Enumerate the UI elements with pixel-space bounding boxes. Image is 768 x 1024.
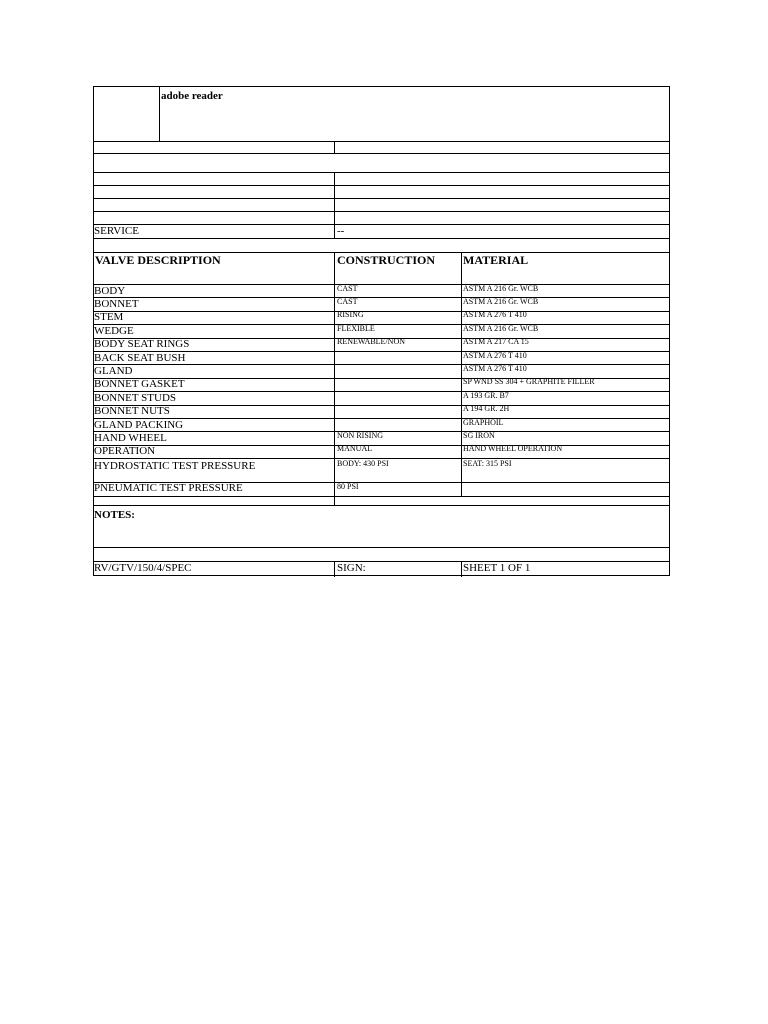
notes-label: NOTES: — [94, 509, 135, 521]
row-part: BACK SEAT BUSH — [94, 351, 186, 364]
row-part: HAND WHEEL — [94, 431, 167, 444]
row-material: ASTM A 276 T 410 — [463, 363, 527, 373]
row-part: BONNET — [94, 297, 139, 310]
row-construction: CAST — [337, 296, 358, 306]
sign-label: SIGN: — [337, 562, 366, 574]
row-part: BODY SEAT RINGS — [94, 338, 190, 351]
spec-sheet — [93, 86, 670, 576]
service-label: SERVICE — [94, 225, 139, 237]
row-part: GLAND — [94, 364, 133, 377]
row-part: BONNET STUDS — [94, 391, 177, 404]
row-part: BONNET NUTS — [94, 405, 170, 418]
column-header-description: VALVE DESCRIPTION — [95, 253, 221, 267]
row-material: ASTM A 216 Gr. WCB — [463, 323, 539, 333]
column-header-material: MATERIAL — [463, 253, 529, 267]
pneumatic-test-label: PNEUMATIC TEST PRESSURE — [94, 482, 243, 494]
row-material: A 194 GR. 2H — [463, 404, 510, 414]
row-material: SP WND SS 304 + GRAPHITE FILLER — [463, 377, 595, 387]
row-part: STEM — [94, 311, 124, 324]
column-header-construction: CONSTRUCTION — [337, 253, 436, 267]
document-title: adobe reader — [161, 90, 223, 102]
row-part: GLAND PACKING — [94, 418, 184, 431]
row-part: BODY — [94, 284, 126, 297]
row-part: WEDGE — [94, 324, 134, 337]
row-material: SG IRON — [463, 430, 495, 440]
hydrostatic-seat-pressure: SEAT: 315 PSI — [463, 459, 512, 469]
row-material: GRAPHOIL — [463, 417, 504, 427]
row-material: HAND WHEEL OPERATION — [463, 444, 563, 454]
hydrostatic-body-pressure: BODY: 430 PSI — [337, 459, 389, 469]
hydrostatic-test-label: HYDROSTATIC TEST PRESSURE — [94, 460, 256, 473]
document-number: RV/GTV/150/4/SPEC — [94, 562, 192, 574]
row-construction: CAST — [337, 283, 358, 293]
logo-divider — [159, 87, 160, 141]
row-material: ASTM A 276 T 410 — [463, 350, 527, 360]
row-material: ASTM A 216 Gr. WCB — [463, 296, 539, 306]
row-material: A 193 GR. B7 — [463, 390, 509, 400]
row-material: ASTM A 276 T 410 — [463, 310, 527, 320]
row-construction: RENEWABLE/NON — [337, 337, 405, 347]
row-part: BONNET GASKET — [94, 378, 185, 391]
row-construction: NON RISING — [337, 430, 383, 440]
row-material: ASTM A 216 Gr. WCB — [463, 283, 539, 293]
row-construction: MANUAL — [337, 444, 373, 454]
sheet-number: SHEET 1 OF 1 — [463, 562, 531, 574]
service-value: -- — [337, 225, 345, 237]
row-part: OPERATION — [94, 445, 156, 458]
row-material: ASTM A 217 CA 15 — [463, 337, 529, 347]
row-construction: RISING — [337, 310, 364, 320]
row-construction: FLEXIBLE — [337, 323, 375, 333]
pneumatic-test-value: 80 PSI — [337, 482, 359, 491]
